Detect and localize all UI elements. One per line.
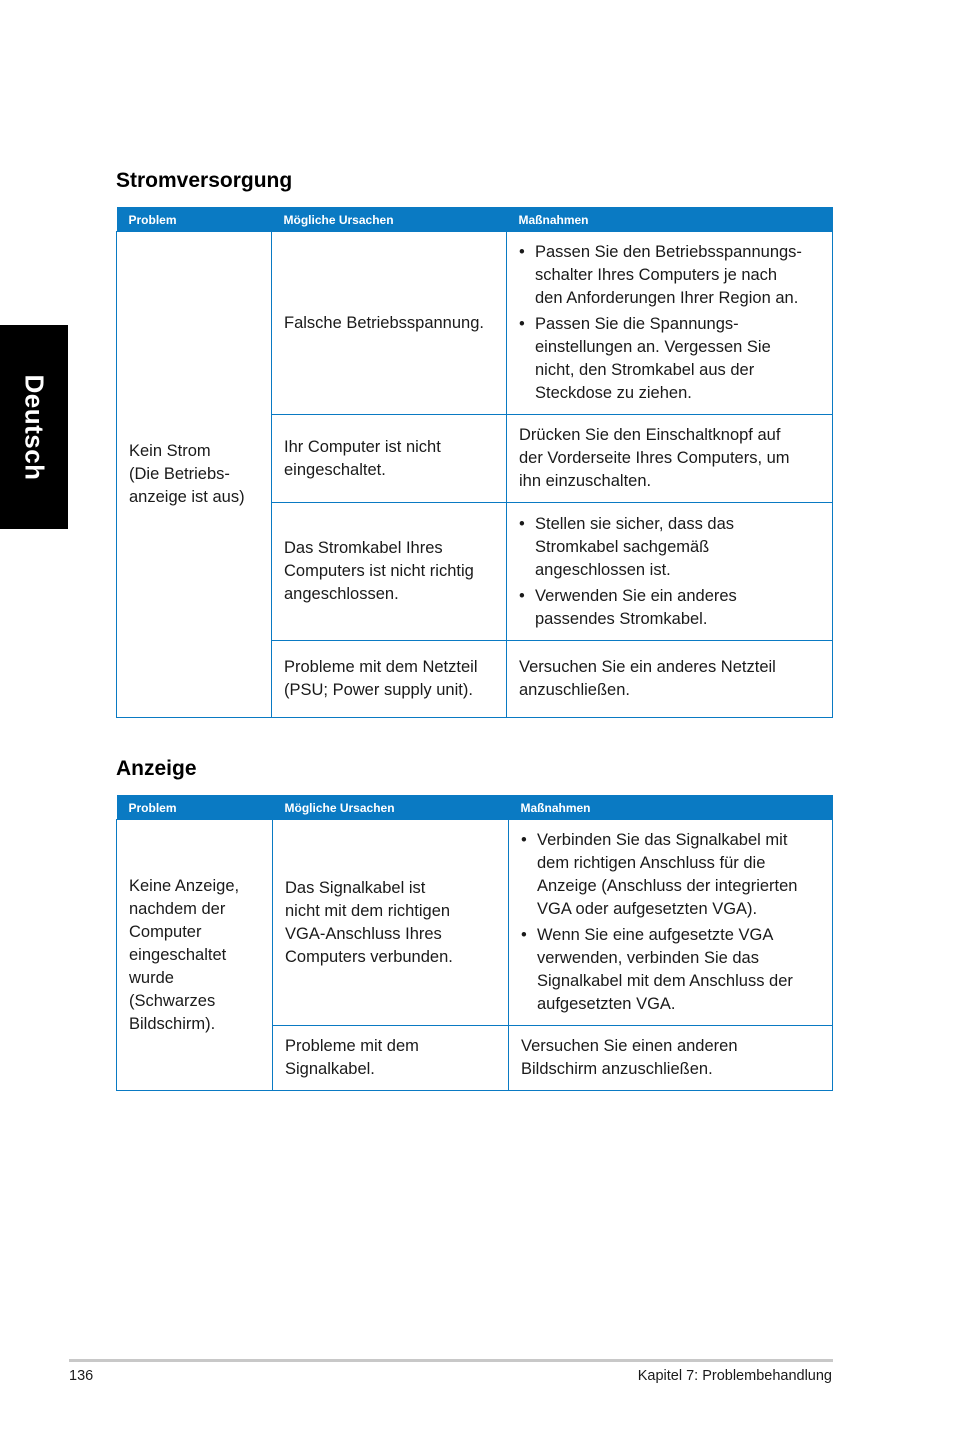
- text-line: Anzeige (Anschluss der integrierten: [537, 877, 798, 895]
- table-row: [117, 820, 833, 1026]
- text-line: Drücken Sie den Einschaltknopf auf: [519, 426, 781, 444]
- text-line: aufgesetzten VGA.: [537, 995, 676, 1013]
- action-cell: [507, 232, 833, 415]
- text-line: schalter Ihres Computers je nach: [535, 266, 778, 284]
- text-line: ihn einzuschalten.: [519, 472, 652, 490]
- text-line: Versuchen Sie ein anderes Netzteil: [519, 658, 776, 676]
- section-title-anzeige: Anzeige: [116, 757, 197, 780]
- cause-cell: [273, 820, 509, 1026]
- col-header-problem: Problem: [117, 796, 273, 820]
- text-line: Computers verbunden.: [285, 947, 453, 966]
- text-line: Keine Anzeige,: [129, 876, 240, 895]
- action-item: [519, 241, 820, 310]
- action-list: [521, 829, 820, 1016]
- text-line: Das Signalkabel ist: [285, 878, 426, 897]
- text-line: angeschlossen.: [284, 585, 399, 603]
- text-line: (PSU; Power supply unit).: [284, 681, 473, 699]
- section-title-stromversorgung: Stromversorgung: [116, 169, 293, 192]
- text-line: anzuschließen.: [519, 681, 630, 699]
- action-cell: [509, 820, 833, 1026]
- cause-cell: [272, 232, 507, 415]
- action-cell: [507, 415, 833, 503]
- text-line: passendes Stromkabel.: [535, 609, 708, 628]
- text-line: eingeschaltet.: [284, 460, 386, 479]
- text-line: VGA-Anschluss Ihres: [285, 924, 442, 943]
- cause-cell: [273, 1026, 509, 1091]
- text-line: angeschlossen ist.: [535, 560, 671, 579]
- text-line: Bildschirm anzuschließen.: [521, 1060, 713, 1078]
- action-list: [519, 513, 820, 631]
- action-cell: [507, 641, 833, 718]
- text-line: (Schwarzes: [129, 991, 216, 1010]
- text-line: Bildschirm).: [129, 1014, 216, 1033]
- text-line: Stellen sie sicher, dass das: [535, 514, 735, 533]
- text-line: Kein Strom: [129, 442, 211, 460]
- text-line: Verbinden Sie das Signalkabel mit: [537, 831, 788, 849]
- text-line: Wenn Sie eine aufgesetzte VGA: [537, 926, 774, 944]
- text-line: (Die Betriebs-: [129, 465, 230, 483]
- chapter-title: Kapitel 7: Problembehandlung: [637, 1368, 832, 1384]
- col-header-actions: Maßnahmen: [509, 796, 833, 820]
- text-line: Das Stromkabel Ihres: [284, 539, 443, 557]
- text-line: der Vorderseite Ihres Computers, um: [519, 449, 790, 467]
- col-header-problem: Problem: [117, 208, 272, 232]
- cause-cell: [272, 415, 507, 503]
- action-item: [519, 585, 820, 631]
- text-line: Passen Sie die Spannungs-: [535, 315, 739, 333]
- col-header-actions: Maßnahmen: [507, 208, 833, 232]
- text-line: Signalkabel mit dem Anschluss der: [537, 972, 793, 990]
- col-header-causes: Mögliche Ursachen: [273, 796, 509, 820]
- text-line: den Anforderungen Ihrer Region an.: [535, 289, 799, 307]
- text-line: Probleme mit dem: [285, 1037, 419, 1055]
- text-line: nicht mit dem richtigen: [285, 901, 451, 920]
- text-line: VGA oder aufgesetzten VGA).: [537, 900, 758, 918]
- page-number: 136: [69, 1368, 94, 1384]
- text-line: nicht, den Stromkabel aus der: [535, 361, 755, 379]
- text-line: anzeige ist aus): [129, 488, 245, 506]
- action-cell: [507, 503, 833, 641]
- cause-cell: [272, 503, 507, 641]
- text-line: Computers ist nicht richtig: [284, 562, 474, 580]
- table-header-row: [117, 208, 833, 232]
- text-line: Passen Sie den Betriebsspannungs-: [535, 243, 802, 261]
- text-line: Signalkabel.: [285, 1060, 375, 1078]
- text-line: Verwenden Sie ein anderes: [535, 586, 737, 605]
- col-header-causes: Mögliche Ursachen: [272, 208, 507, 232]
- text-line: Stromkabel sachgemäß: [535, 537, 710, 556]
- table-row: [117, 232, 833, 415]
- table-stromversorgung: [116, 207, 833, 718]
- text-line: nachdem der: [129, 899, 226, 918]
- text-line: dem richtigen Anschluss für die: [537, 854, 766, 872]
- footer-divider: [69, 1359, 833, 1362]
- language-label: Deutsch: [19, 373, 50, 481]
- action-item: [519, 513, 820, 582]
- text-line: eingeschaltet: [129, 945, 227, 964]
- text-line: Falsche Betriebsspannung.: [284, 313, 484, 332]
- text-line: Steckdose zu ziehen.: [535, 384, 692, 402]
- table-anzeige: [116, 795, 833, 1091]
- action-item: [521, 829, 820, 921]
- cause-cell: [272, 641, 507, 718]
- text-line: Computer: [129, 922, 202, 941]
- action-cell: [509, 1026, 833, 1091]
- text-line: Ihr Computer ist nicht: [284, 437, 441, 456]
- text-line: verwenden, verbinden Sie das: [537, 949, 759, 967]
- problem-cell: [117, 820, 273, 1091]
- text-line: Versuchen Sie einen anderen: [521, 1037, 738, 1055]
- text-line: Probleme mit dem Netzteil: [284, 658, 478, 676]
- table-header-row: [117, 796, 833, 820]
- action-item: [519, 313, 820, 405]
- action-item: [521, 924, 820, 1016]
- language-side-tab: [0, 325, 68, 529]
- text-line: einstellungen an. Vergessen Sie: [535, 338, 771, 356]
- problem-cell: [117, 232, 272, 718]
- text-line: wurde: [129, 968, 174, 987]
- action-list: [519, 241, 820, 405]
